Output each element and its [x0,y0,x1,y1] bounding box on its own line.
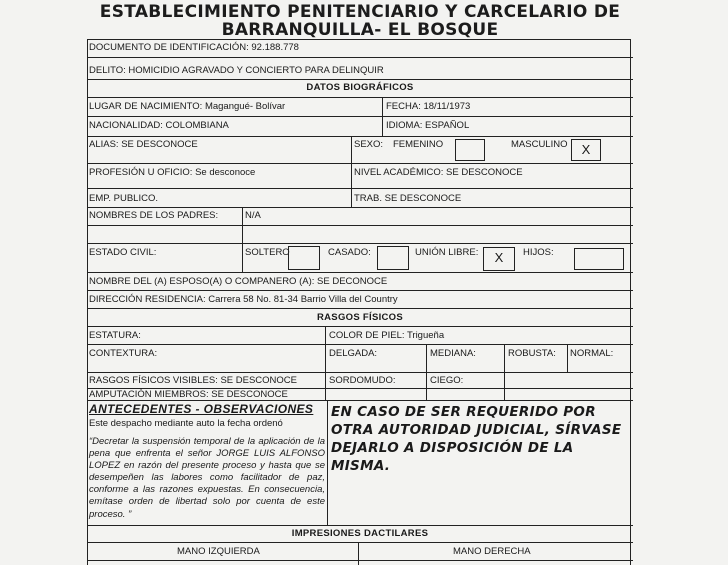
rule [87,163,633,164]
rule [87,79,633,80]
nacionalidad-field: NACIONALIDAD: COLOMBIANA [89,120,229,131]
mediana-label: MEDIANA: [430,348,476,359]
section-impresiones-dactilares: IMPRESIONES DACTILARES [291,528,429,539]
nombres-padres-value: N/A [245,210,261,221]
document-sheet [87,0,633,565]
judicial-notice: EN CASO DE SER REQUERIDO POR OTRA AUTORIDAD JUDICIAL, SÍRVASE DEJARLO A DISPOSICIÓN DE LA MISMA. [331,404,622,474]
ciego-label: CIEGO: [430,375,464,386]
document-title-line2: BARRANQUILLA- EL BOSQUE [221,20,499,40]
rule [87,57,633,58]
rule [87,225,633,226]
divider [325,326,326,400]
rule [87,308,633,309]
rule [87,243,633,244]
divider [351,136,352,207]
divider [504,344,505,372]
rule [87,560,633,561]
normal-label: NORMAL: [570,348,614,359]
hijos-box [574,248,624,270]
fecha-field: FECHA: 18/11/1973 [386,101,471,112]
robusta-label: ROBUSTA: [508,348,556,359]
union-libre-label: UNIÓN LIBRE: [415,247,479,258]
esposo-field: NOMBRE DEL (A) ESPOSO(A) O COMPANERO (A): SE DECONOCE [89,276,388,287]
divider [327,400,328,525]
antecedentes-subheading: Este despacho mediante auto la fecha ordenó [89,418,283,429]
rule [87,344,633,345]
delgada-label: DELGADA: [329,348,378,359]
amputacion-field: AMPUTACIÓN MIEMBROS: SE DESCONOCE [89,389,288,400]
masculino-label: MASCULINO [511,139,568,150]
color-piel-field: COLOR DE PIEL: Trigueña [329,330,445,341]
documento-field: DOCUMENTO DE IDENTIFICACIÓN: 92.188.778 [89,42,299,53]
document-title-line1: ESTABLECIMIENTO PENITENCIARIO Y CARCELARIO DE [99,2,621,22]
rule [87,372,633,373]
mano-izquierda-label: MANO IZQUIERDA [177,546,260,557]
direccion-field: DIRECCIÓN RESIDENCIA: Carrera 58 No. 81-34 Barrio Villa del Country [89,294,398,305]
estado-civil-label: ESTADO CIVIL: [89,247,157,258]
antecedentes-heading: ANTECEDENTES - OBSERVACIONES [89,402,314,416]
antecedentes-quote: “Decretar la suspensión temporal de la aplicación de la pena que enfrenta el señor JORGE LUIS ALFONSO LOPEZ en razón del presente proceso y hasta que se desempeñen las labores como facilitador de paz, conforme a las razones expuestas. En consecuencia, emítase orden de libertad solo por cuenta de este proceso. ” [89,436,325,520]
lugar-nacimiento-field: LUGAR DE NACIMIENTO: Magangué- Bolívar [89,101,286,112]
divider [242,207,243,272]
divider [358,542,359,565]
section-rasgos-fisicos: RASGOS FÍSICOS [316,312,404,323]
rule [87,116,633,117]
checked-mark: X [581,142,591,157]
rule [87,290,633,291]
emp-publico-field: EMP. PUBLICO. [89,193,158,204]
rule [87,326,633,327]
idioma-field: IDIOMA: ESPAÑOL [386,120,470,131]
masculino-checkbox [571,139,601,161]
casado-checkbox [377,246,409,270]
soltero-checkbox [288,246,320,270]
checked-mark: X [494,250,504,265]
soltero-label: SOLTERO [245,247,290,258]
delito-field: DELITO: HOMICIDIO AGRAVADO Y CONCIERTO PARA DELINQUIR [89,65,384,76]
divider [504,372,505,400]
femenino-label: FEMENINO [393,139,444,150]
estatura-field: ESTATURA: [89,330,141,341]
trab-field: TRAB. SE DESCONOCE [354,193,462,204]
hijos-label: HIJOS: [523,247,554,258]
rule [87,272,633,273]
nivel-academico-field: NIVEL ACADÉMICO: SE DESCONOCE [354,167,523,178]
section-datos-biograficos: DATOS BIOGRÁFICOS [306,82,414,93]
nombres-padres-label: NOMBRES DE LOS PADRES: [89,210,219,221]
divider [426,344,427,400]
rule [87,525,633,526]
rule [87,207,633,208]
rule [87,188,633,189]
profesion-field: PROFESIÓN U OFICIO: Se desconoce [89,167,256,178]
rule [87,136,633,137]
contextura-label: CONTEXTURA: [89,348,158,359]
union-libre-checkbox [483,247,515,271]
femenino-checkbox [455,139,485,161]
rasgos-visibles-field: RASGOS FÍSICOS VISIBLES: SE DESCONOCE [89,375,297,386]
sordomudo-label: SORDOMUDO: [329,375,396,386]
mano-derecha-label: MANO DERECHA [453,546,531,557]
rule [87,97,633,98]
rule [87,400,633,401]
sexo-label: SEXO: [354,139,384,150]
alias-field: ALIAS: SE DESCONOCE [89,139,198,150]
divider [382,97,383,136]
divider [567,344,568,372]
casado-label: CASADO: [328,247,371,258]
rule [87,542,633,543]
